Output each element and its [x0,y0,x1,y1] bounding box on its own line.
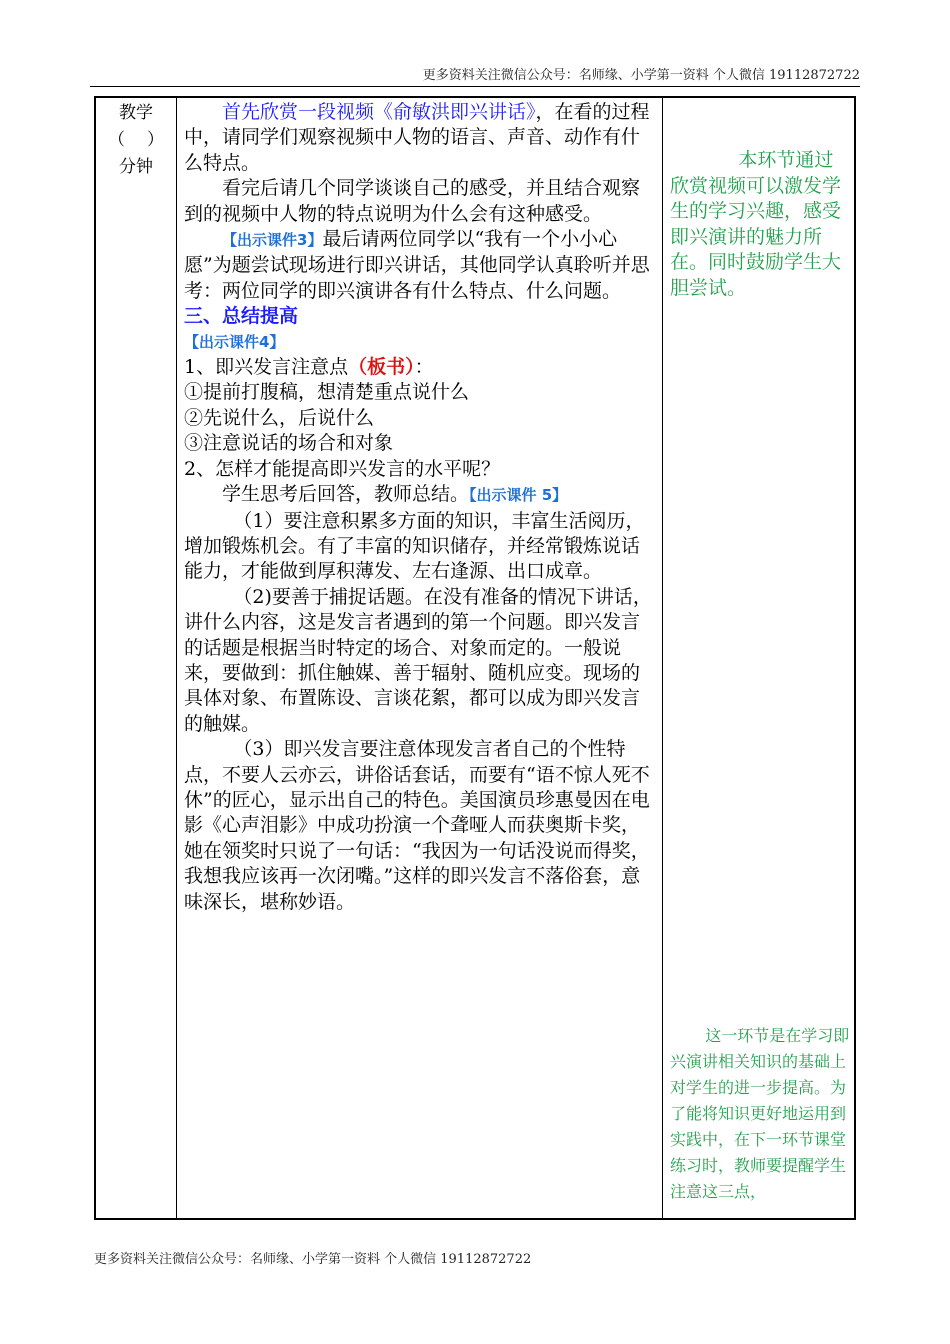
paragraph-feedback: 看完后请几个同学谈谈自己的感受，并且结合观察到的视频中人物的特点说明为什么会有这种感受。 [184,177,641,225]
point-3: ③注意说话的场合和对象 [184,432,394,455]
paragraph-practice [184,227,658,304]
time-paren [96,127,176,154]
time-label: 教学 [119,103,153,123]
item-2: 2、怎样才能提高即兴发言的水平呢？ [184,457,501,480]
summary-text: 学生思考后回答，教师总结。 [222,483,470,506]
point-1: ①提前打腹稿，想清楚重点说什么 [184,381,470,404]
point-2: ②先说什么，后说什么 [184,406,375,429]
page-footer: 更多资料关注微信公众号：名师缘、小学第一资料 个人微信 19112872722 [94,1252,532,1267]
lesson-table [94,96,856,1220]
practice-text: 最后请两位同学以“我有一个小小心愿”为题尝试现场进行即兴讲话，其他同学认真聆听并思考：两位同学的即兴演讲各有什么特点、什么问题。 [184,228,650,302]
board-note: （板书） [348,356,415,379]
paragraph-tip-1: （1）要注意积累多方面的知识，丰富生活阅历，增加锻炼机会。有了丰富的知识储存，并经常锻炼说话能力，才能做到厚积薄发、左右逢源、出口成章。 [184,509,645,583]
item-1-colon: ： [414,356,434,379]
section-title: 三、总结提高 [184,305,299,328]
video-text: ，在看的过程中，请同学们观察视频中人物的语言、声音、动作有什么特点。 [184,101,650,174]
video-title: 首先欣赏一段视频《俞敏洪即兴讲话》 [222,101,536,123]
column-divider-2 [662,98,663,1218]
paragraph-tip-3: （3）即兴发言要注意体现发言者自己的个性特点，不要人云亦云，讲俗话套话，而要有“语不惊人死不休”的匠心，显示出自己的特色。美国演员珍惠曼因在电影《心声泪影》中成功扮演一个聋哑人而获奥斯卡奖，她在领奖时只说了一句话：“我因为一句话没说而得奖，我想我应该再一次闭嘴。”这样的即兴发言不落俗套，意味深长，堪称妙语。 [184,738,650,913]
courseware-tag-5: 【出示课件 5】 [469,486,568,505]
item-1-text: 1、即兴发言注意点 [184,356,349,379]
paragraph-tip-2: （2)要善于捕捉话题。在没有准备的情况下讲话，讲什么内容，这是发言者遇到的第一个问题。即兴发言的话题是根据当时特定的场合、对象而定的。一般说来，要做到：抓住触媒、善于辐射、随机应变。现场的具体对象、布置陈设、言谈花絮，都可以成为即兴发言的触媒。 [184,585,652,735]
column-divider-1 [176,98,177,1218]
paren-open: （ [108,130,125,150]
minutes-label: 分钟 [119,157,153,177]
courseware-tag-3: 【出示课件3】 [222,231,323,250]
courseware-tag-4: 【出示课件4】 [184,332,285,351]
header-rule [90,86,860,87]
design-note-1: 本环节通过欣赏视频可以激发学生的学习兴趣，感受即兴演讲的魅力所在。同时鼓励学生大胆尝试。 [670,149,842,299]
paragraph-summary [184,482,658,508]
paragraph-video [184,100,658,176]
time-cell [96,100,176,181]
teaching-content [184,100,658,915]
item-1 [184,355,658,380]
page-header: 更多资料关注微信公众号：名师缘、小学第一资料 个人微信 19112872722 [422,68,860,83]
paren-close: ） [147,130,164,150]
design-note-2: 这一环节是在学习即兴演讲相关知识的基础上对学生的进一步提高。为了能将知识更好地运用到实践中，在下一环节课堂练习时，教师要提醒学生注意这三点， [670,1026,850,1201]
